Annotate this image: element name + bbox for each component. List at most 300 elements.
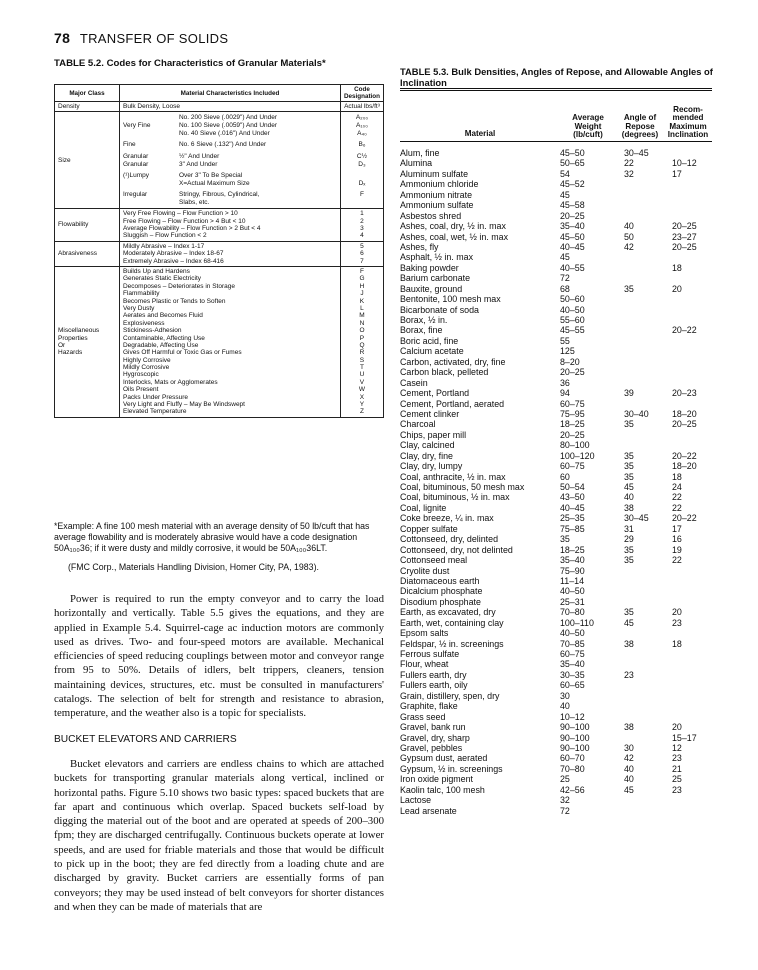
misc-property-code: W (358, 386, 366, 394)
average-weight: 45–50 (560, 148, 585, 158)
angle-of-repose (616, 691, 664, 701)
table-row (400, 701, 712, 711)
size-code: C½ (356, 152, 368, 160)
max-inclination (664, 649, 712, 659)
size-codes (340, 112, 383, 209)
misc-property-text: Flammability (122, 290, 160, 298)
angle-of-repose: 45 (624, 482, 634, 492)
size-code: A₁₀₀ (356, 121, 368, 129)
material-name: Coal, bituminous, ½ in. max (400, 492, 510, 503)
average-weight: 36 (560, 377, 570, 388)
average-weight: 94 (560, 388, 570, 399)
size-text: Slabs, etc. (178, 199, 210, 207)
max-inclination (664, 680, 712, 690)
table-row (400, 597, 712, 607)
header-material-characteristics: Material Characteristics Included (119, 85, 340, 102)
codes-table (54, 84, 384, 418)
misc-property-text: Oils Present (122, 386, 159, 394)
table-row (400, 691, 712, 701)
table-5-2-footnote (54, 521, 384, 573)
misc-property-code: L (360, 304, 364, 312)
average-weight: 20–25 (560, 210, 585, 221)
table-row (400, 764, 712, 774)
average-weight: 45–58 (560, 200, 585, 211)
size-text: X=Actual Maximum Size (178, 180, 250, 188)
angle-of-repose (616, 806, 664, 816)
flowability-text: Average Flowability – Flow Function > 2 But < 4 (122, 225, 261, 233)
angle-of-repose (616, 294, 664, 304)
material-name: Diatomaceous earth (400, 575, 480, 586)
angle-of-repose (616, 430, 664, 440)
max-inclination: 10–12 (672, 158, 697, 169)
average-weight: 100–120 (560, 450, 595, 461)
angle-of-repose: 45 (624, 617, 634, 628)
max-inclination (664, 148, 712, 158)
material-name: Flour, wheat (400, 659, 449, 670)
max-inclination (664, 357, 712, 367)
max-inclination: 18 (672, 262, 682, 273)
misc-property-code: X (359, 393, 365, 401)
average-weight: 54 (560, 168, 570, 179)
average-weight: 40–55 (560, 262, 585, 273)
angle-of-repose: 30–40 (624, 408, 649, 419)
misc-property-code: J (360, 290, 364, 298)
table-row (400, 639, 712, 649)
angle-of-repose: 35 (624, 283, 634, 294)
angle-of-repose: 30–45 (624, 513, 649, 524)
max-inclination: 24 (672, 482, 682, 492)
angle-of-repose (616, 357, 664, 367)
material-name: Gravel, pebbles (400, 742, 463, 753)
average-weight: 42–56 (560, 784, 585, 795)
table-row (400, 680, 712, 690)
average-weight: 8–20 (560, 356, 580, 367)
material-name: Iron oxide pigment (400, 774, 474, 785)
table-row (400, 419, 712, 429)
material-name: Graphite, flake (400, 701, 458, 712)
max-inclination (664, 252, 712, 262)
max-inclination (664, 211, 712, 221)
material-name: Earth, wet, containing clay (400, 617, 504, 628)
misc-property-text: Very Dusty (122, 304, 155, 312)
table-row (400, 785, 712, 795)
max-inclination (664, 566, 712, 576)
average-weight: 20–25 (560, 367, 585, 378)
material-name: Ammonium chloride (400, 179, 479, 190)
bulk-density-table-header (400, 91, 712, 142)
max-inclination: 20–25 (672, 419, 697, 430)
table-row (400, 242, 712, 252)
size-code (344, 172, 380, 180)
material-name: Ammonium nitrate (400, 189, 473, 200)
size-text: Over 3" To Be Special (178, 171, 243, 179)
angle-of-repose: 35 (624, 461, 634, 472)
table-row (400, 733, 712, 743)
size-row (123, 113, 337, 121)
misc-property-code: P (359, 334, 365, 342)
table-row (400, 367, 712, 377)
angle-of-repose: 35 (624, 450, 634, 461)
size-label: Granular (122, 160, 149, 168)
angle-of-repose: 35 (624, 607, 634, 618)
angle-of-repose (616, 263, 664, 273)
material-name: Lactose (400, 795, 432, 806)
misc-property-text: Stickiness-Adhesion (122, 327, 182, 335)
table-row (400, 795, 712, 805)
table-row (400, 586, 712, 596)
flowability-code: 1 (360, 210, 364, 218)
angle-of-repose (616, 200, 664, 210)
angle-of-repose: 35 (624, 471, 634, 482)
misc-property-code: Y (359, 401, 365, 409)
average-weight: 45–50 (560, 231, 585, 242)
misc-property-code: R (359, 349, 365, 357)
misc-property-code: Q (359, 341, 365, 349)
angle-of-repose (616, 712, 664, 722)
angle-of-repose (616, 336, 664, 346)
average-weight: 90–100 (560, 742, 590, 753)
size-row (123, 152, 337, 160)
material-name: Ashes, coal, wet, ½ in. max (400, 231, 509, 242)
misc-property-code: O (359, 327, 365, 335)
size-row (123, 122, 337, 130)
misc-property-text: Decomposes – Deteriorates in Storage (122, 282, 235, 290)
average-weight: 35–40 (560, 659, 585, 670)
material-name: Grain, distillery, spen, dry (400, 690, 500, 701)
table-row (400, 388, 712, 398)
table-row (400, 566, 712, 576)
misc-property-text: Contaminable, Affecting Use (122, 334, 205, 342)
table-row (400, 472, 712, 482)
size-row (123, 141, 337, 149)
class-size: Size (55, 112, 120, 209)
table-row (400, 430, 712, 440)
abrasiveness-codes (340, 241, 383, 266)
table-row (400, 607, 712, 617)
max-inclination: 20–22 (672, 450, 697, 461)
size-code: B₆ (358, 141, 366, 149)
max-inclination: 25 (672, 774, 682, 785)
misc-property-code: N (359, 319, 365, 327)
size-row (123, 180, 337, 188)
max-inclination (664, 200, 712, 210)
material-name: Earth, as excavated, dry (400, 607, 496, 618)
average-weight: 72 (560, 273, 570, 284)
flowability-text: Very Free Flowing – Flow Function > 10 (122, 210, 238, 218)
max-inclination: 18 (672, 638, 682, 649)
table-row (400, 273, 712, 283)
size-text: 3" And Under (178, 160, 218, 168)
average-weight: 60–75 (560, 649, 585, 659)
average-weight: 75–85 (560, 523, 585, 534)
table-row (400, 670, 712, 680)
average-weight: 35–40 (560, 555, 585, 566)
max-inclination: 20–22 (672, 513, 697, 524)
misc-property-text: Packs Under Pressure (122, 393, 189, 401)
max-inclination: 17 (672, 523, 682, 534)
average-weight: 70–80 (560, 763, 585, 774)
average-weight: 40–50 (560, 586, 585, 597)
max-inclination (664, 691, 712, 701)
table-row (400, 618, 712, 628)
angle-of-repose (616, 680, 664, 690)
header-average-weight: Average Weight (lb/cuft) (572, 113, 604, 140)
average-weight: 45–52 (560, 179, 585, 190)
max-inclination (664, 806, 712, 816)
misc-property-text: Very Light and Fluffy – May Be Windswept (122, 401, 245, 409)
angle-of-repose (616, 566, 664, 576)
max-inclination (664, 597, 712, 607)
abrasiveness-text: Extremely Abrasive – Index 68-416 (122, 257, 224, 265)
max-inclination (664, 670, 712, 680)
size-label: Fine (122, 141, 136, 149)
paragraph-power: Power is required to run the empty conveyor and to carry the load horizontally and vertically. Table 5.5 gives the equations, and they are applied in Example 5.4. Squirrel-cage ac induction motors are commonly used as drives. Two- and four-speed motors are available. Mechanical efficiencies of speed reducing couplings between motor and conveyor range from 95 to 50%. Details of idlers, belt trippers, cleaners, tension maintaining devices, structures, etc. must be consulted in manufacturers' catalogs. The selection of belt for strength and resistance to abrasion, temperature, and the weather also is a topic for specialists. (54, 593, 384, 720)
size-row (123, 172, 337, 180)
size-label: Very Fine (122, 121, 151, 129)
max-inclination: 12 (672, 742, 682, 753)
average-weight: 40–50 (560, 628, 585, 639)
table-row (400, 743, 712, 753)
flowability-code: 2 (360, 217, 364, 225)
material-name: Cryolite dust (400, 565, 450, 576)
material-name: Coal, anthracite, ½ in. max (400, 471, 506, 482)
class-abrasiveness: Abrasiveness (55, 241, 120, 266)
size-text: ½" And Under (178, 152, 220, 160)
angle-of-repose (616, 659, 664, 669)
angle-of-repose: 23 (624, 669, 634, 680)
max-inclination (664, 190, 712, 200)
misc-property-text: Mildly Corrosive (122, 364, 170, 372)
material-name: Cottonseed, dry, delinted (400, 534, 499, 545)
misc-property-text: Gives Off Harmful or Toxic Gas or Fumes (122, 349, 242, 357)
angle-of-repose: 38 (624, 502, 634, 513)
size-code: Dₓ (358, 180, 366, 188)
angle-of-repose: 30 (624, 742, 634, 753)
max-inclination: 20 (672, 607, 682, 618)
max-inclination: 18–20 (672, 408, 697, 419)
angle-of-repose (616, 795, 664, 805)
table-row (400, 576, 712, 586)
material-name: Charcoal (400, 419, 436, 430)
misc-property-code: K (359, 297, 365, 305)
material-name: Gravel, bank run (400, 722, 466, 733)
misc-characteristics (119, 267, 340, 418)
misc-property-code: H (359, 282, 365, 290)
size-code: A₂₀₀ (355, 113, 369, 121)
table-row (400, 252, 712, 262)
abrasiveness-text: Moderately Abrasive – Index 18-67 (122, 250, 224, 258)
table-row (400, 158, 712, 168)
table-row (400, 305, 712, 315)
angle-of-repose: 31 (624, 523, 634, 534)
max-inclination: 20 (672, 283, 682, 294)
material-name: Alumina (400, 158, 433, 169)
average-weight: 30 (560, 690, 570, 701)
size-row (123, 130, 337, 138)
material-name: Clay, calcined (400, 440, 455, 451)
max-inclination: 19 (672, 544, 682, 555)
max-inclination: 23 (672, 753, 682, 764)
max-inclination (664, 399, 712, 409)
material-name: Fullers earth, dry (400, 669, 467, 680)
table-row (400, 378, 712, 388)
table-row (400, 774, 712, 784)
material-name: Carbon, activated, dry, fine (400, 356, 506, 367)
average-weight: 100–110 (560, 617, 594, 628)
max-inclination: 18–20 (672, 461, 697, 472)
misc-property-code: Z (359, 408, 364, 416)
material-name: Barium carbonate (400, 273, 471, 284)
table-row (400, 649, 712, 659)
size-code: F (359, 191, 364, 199)
footnote-source: (FMC Corp., Materials Handling Division, Homer City, PA, 1983). (68, 562, 319, 572)
flowability-text: Sluggish – Flow Function < 2 (122, 232, 207, 240)
average-weight: 80–100 (560, 440, 590, 451)
angle-of-repose: 35 (624, 555, 634, 566)
table-row (400, 179, 712, 189)
angle-of-repose: 38 (624, 638, 634, 649)
max-inclination (664, 378, 712, 388)
table-row (400, 169, 712, 179)
material-name: Gravel, dry, sharp (400, 732, 470, 743)
misc-property-code: V (359, 378, 365, 386)
average-weight: 40–45 (560, 502, 585, 513)
misc-property-code: T (359, 364, 364, 372)
material-name: Dicalcium phosphate (400, 586, 483, 597)
max-inclination: 20 (672, 722, 682, 733)
angle-of-repose (616, 628, 664, 638)
average-weight: 18–25 (560, 544, 585, 555)
size-label: Irregular (122, 191, 148, 199)
size-code: A₄₀ (357, 130, 367, 138)
max-inclination: 23–27 (672, 231, 697, 242)
average-weight: 72 (560, 805, 570, 816)
material-name: Copper sulfate (400, 523, 458, 534)
angle-of-repose (616, 305, 664, 315)
max-inclination (664, 576, 712, 586)
misc-property-text: Aerates and Becomes Fluid (122, 312, 203, 320)
max-inclination (664, 628, 712, 638)
max-inclination (664, 367, 712, 377)
material-name: Disodium phosphate (400, 596, 481, 607)
table-row (400, 503, 712, 513)
max-inclination (664, 305, 712, 315)
average-weight: 45 (560, 252, 570, 263)
average-weight: 90–100 (560, 732, 590, 743)
average-weight: 125 (560, 346, 575, 357)
max-inclination: 20–23 (672, 388, 697, 399)
material-name: Chips, paper mill (400, 429, 467, 440)
table-row (400, 722, 712, 732)
max-inclination: 22 (672, 502, 682, 513)
class-flowability: Flowability (55, 209, 120, 242)
running-title: TRANSFER OF SOLIDS (79, 31, 229, 46)
flowability-characteristics (119, 209, 340, 242)
material-name: Coal, bituminous, 50 mesh max (400, 482, 525, 492)
page-number: 78 (54, 30, 71, 46)
table-row (400, 399, 712, 409)
table-row (400, 545, 712, 555)
size-label: (¹)Lumpy (122, 171, 149, 179)
paragraph-bucket-elevators: Bucket elevators and carriers are endless chains to which are attached buckets for transporting granular materials along vertical, inclined or horizontal paths. Figure 5.10 shows two basic types: spaced buckets that are far apart and continuous which overlap. Spaced buckets self-load by digging the material out of the boot and are operated at speeds of 200–300 fpm; they are discharged centrifugally. Continuous buckets operate at lower speeds, and are used for friable materials and those that would be difficult to pick up in the boot; they are fed directly from a loading chute and are discharged by gravity. Bucket carriers are essentially forms of pan conveyors; they may be used instead of belt conveyors for shorter distances and when they can be made of materials that are (54, 757, 384, 913)
abrasiveness-text: Mildly Abrasive – Index 1-17 (122, 242, 205, 250)
angle-of-repose (616, 346, 664, 356)
misc-property-text: Interlocks, Mats or Agglomerates (122, 378, 218, 386)
misc-property-text: Explosiveness (122, 319, 165, 327)
material-name: Alum, fine (400, 148, 440, 158)
misc-property-code: M (359, 312, 365, 320)
angle-of-repose: 29 (624, 534, 634, 545)
max-inclination: 17 (672, 168, 682, 179)
flowability-text: Free Flowing – Flow Function > 4 But < 10 (122, 217, 246, 225)
table-row (400, 284, 712, 294)
angle-of-repose (616, 315, 664, 325)
class-density: Density (55, 102, 120, 112)
max-inclination (664, 701, 712, 711)
table-row (400, 659, 712, 669)
average-weight: 20–25 (560, 429, 585, 440)
misc-property-text: Hygroscopic (122, 371, 159, 379)
average-weight: 45–55 (560, 325, 585, 336)
average-weight: 25–31 (560, 596, 585, 607)
abrasiveness-code: 5 (360, 242, 364, 250)
average-weight: 70–80 (560, 607, 585, 618)
average-weight: 25–35 (560, 513, 585, 524)
material-name: Kaolin talc, 100 mesh (400, 784, 485, 795)
angle-of-repose: 40 (624, 763, 634, 774)
average-weight: 18–25 (560, 419, 585, 430)
size-text: No. 40 Sieve (.016") And Under (178, 130, 270, 138)
average-weight: 75–90 (560, 565, 585, 576)
max-inclination: 21 (672, 763, 682, 774)
table-5-3-caption: TABLE 5.3. Bulk Densities, Angles of Repose, and Allowable Angles of Inclination (400, 66, 713, 88)
max-inclination: 23 (672, 617, 682, 628)
max-inclination (664, 294, 712, 304)
misc-property-code: F (359, 268, 364, 276)
table-row (400, 190, 712, 200)
max-inclination (664, 440, 712, 450)
misc-property-text: Highly Corrosive (122, 356, 171, 364)
max-inclination: 20–25 (672, 221, 697, 232)
page-header (54, 30, 228, 46)
material-name: Bicarbonate of soda (400, 304, 479, 315)
size-row (123, 199, 337, 207)
material-name: Calcium acetate (400, 346, 464, 357)
bulk-density-table-body (400, 148, 712, 816)
average-weight: 90–100 (560, 722, 590, 733)
misc-property-text: Generates Static Electricity (122, 275, 202, 283)
angle-of-repose (616, 179, 664, 189)
material-name: Clay, dry, fine (400, 450, 453, 461)
angle-of-repose: 35 (624, 544, 634, 555)
misc-property-text: Degradable, Affecting Use (122, 341, 199, 349)
material-name: Borax, ½ in. (400, 315, 448, 325)
table-row (400, 346, 712, 356)
angle-of-repose (616, 733, 664, 743)
section-heading-bucket-elevators: BUCKET ELEVATORS AND CARRIERS (54, 733, 237, 745)
average-weight: 32 (560, 795, 570, 806)
angle-of-repose: 38 (624, 722, 634, 733)
header-material: Material (464, 129, 496, 139)
max-inclination (664, 179, 712, 189)
material-name: Feldspar, ½ in. screenings (400, 638, 504, 649)
angle-of-repose: 40 (624, 221, 634, 232)
average-weight: 30–35 (560, 669, 585, 680)
average-weight: 35–40 (560, 221, 585, 232)
header-code-designation: Code Designation (340, 85, 383, 102)
table-row (400, 534, 712, 544)
misc-property-text: Builds Up and Hardens (122, 268, 190, 276)
